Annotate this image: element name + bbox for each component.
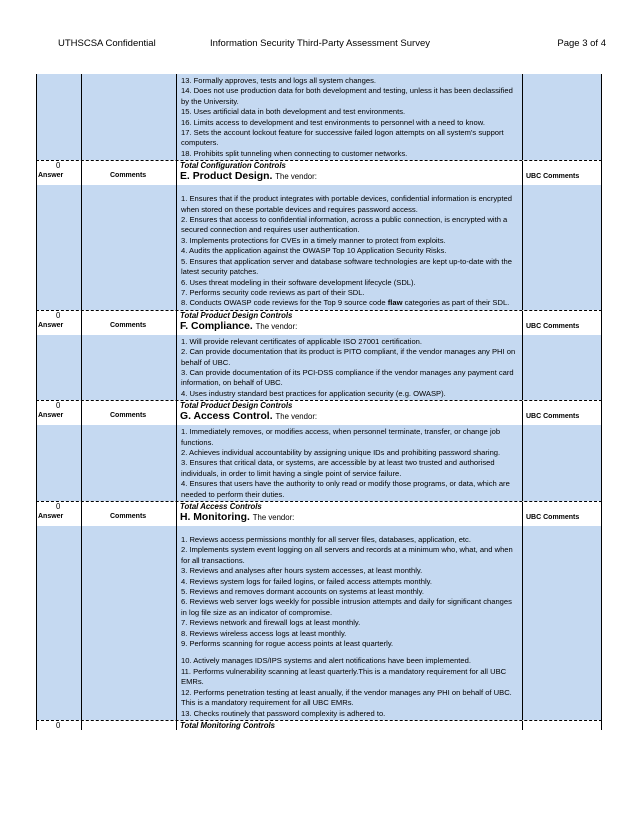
requirement-text: 4. Audits the application against the OWASP Top 10 Application Security Risks. xyxy=(181,246,447,256)
section-total-row xyxy=(36,720,602,730)
section-score: 0 xyxy=(36,721,82,730)
requirements-list xyxy=(177,335,523,400)
answer-column-label: Answer xyxy=(36,410,82,425)
section-score: 0 xyxy=(36,401,82,410)
requirement-text: 3. Ensures that critical data, or systems, are accessible by at least two trusted and authorised individuals, in order to limit having a single point of service failure. xyxy=(181,458,495,478)
requirement-item xyxy=(181,427,519,448)
requirement-item xyxy=(181,458,519,479)
requirement-text: 4. Ensures that users have the authority to only read or modify those programs, or data, which are needed to perform their duties. xyxy=(181,479,510,499)
comments-input[interactable] xyxy=(82,425,177,501)
ubc-comments-input[interactable] xyxy=(523,425,602,501)
requirement-text: 3. Implements protections for CVEs in a timely manner to protect from exploits. xyxy=(181,235,446,245)
section-title xyxy=(177,511,523,526)
comments-input[interactable] xyxy=(82,526,177,720)
requirement-item xyxy=(181,389,519,399)
requirement-text: 14. Does not use production data for both development and testing, unless it has been declassified by the University. xyxy=(181,86,513,106)
answer-input[interactable] xyxy=(36,335,82,400)
requirement-text: 5. Ensures that application server and database software technologies are kept up-to-date with the latest security patches. xyxy=(181,256,512,277)
section-header-row xyxy=(36,170,602,185)
requirement-text: 5. Reviews and removes dormant accounts on systems at least monthly. xyxy=(181,587,424,597)
page-number: Page 3 of 4 xyxy=(557,38,606,49)
requirement-item xyxy=(181,597,519,618)
requirement-item xyxy=(181,639,519,649)
answer-input[interactable] xyxy=(36,185,82,309)
requirement-text: 12. Performs penetration testing at least anually, if the vendor manages any PHI on behalf of UBC. This is a mandatory requirement for all UBC EMRs. xyxy=(181,687,512,708)
requirement-item xyxy=(181,76,519,86)
section-score: 0 xyxy=(36,161,82,170)
answer-input[interactable] xyxy=(36,425,82,501)
requirement-text: 1. Immediately removes, or modifies access, when personnel terminate, transfer, or change job functions. xyxy=(181,427,501,447)
requirement-item xyxy=(181,688,519,709)
answer-input[interactable] xyxy=(36,74,82,160)
ubc-comments-label: UBC Comments xyxy=(523,511,602,526)
comments-column-label: Comments xyxy=(82,320,177,335)
requirement-text: 4. Uses industry standard best practices for application security (e.g. OWASP). xyxy=(181,388,446,398)
section-title-text: H. Monitoring. xyxy=(180,512,250,523)
confidential-label: UTHSCSA Confidential xyxy=(58,38,156,49)
comments-input[interactable] xyxy=(82,335,177,400)
section-subtitle: The vendor: xyxy=(255,321,298,331)
section-total-row xyxy=(36,501,602,511)
ubc-comments-label: UBC Comments xyxy=(523,320,602,335)
requirement-text: 1. Ensures that if the product integrates with portable devices, confidential information is encrypted when stored on these portable devices and requires password access. xyxy=(181,194,512,214)
requirement-text: 9. Performs scanning for rogue access points at least quarterly. xyxy=(181,639,394,649)
requirement-text: 3. Can provide documentation of its PCI-DSS compliance if the vendor manages any payment card information, on behalf of UBC. xyxy=(181,367,514,388)
requirement-item xyxy=(181,566,519,576)
ubc-comments-input[interactable] xyxy=(523,185,602,309)
requirement-text: 15. Uses artificial data in both development and test environments. xyxy=(181,107,406,117)
requirement-item xyxy=(181,246,519,256)
requirement-item xyxy=(181,479,519,500)
requirements-list xyxy=(177,526,523,720)
requirement-text-end: categories as part of their SDL. xyxy=(402,298,510,308)
section-title-text: G. Access Control. xyxy=(180,411,273,423)
requirements-list xyxy=(177,74,523,160)
section-header-row xyxy=(36,320,602,335)
section-title xyxy=(177,410,523,425)
section-items-row xyxy=(36,185,602,309)
section-score: 0 xyxy=(36,502,82,511)
answer-input[interactable] xyxy=(36,526,82,720)
requirement-item xyxy=(181,86,519,107)
requirement-item xyxy=(181,709,519,719)
requirement-text: 2. Ensures that access to confidential information, across a public connection, is encrypted with a secured connection and requires user authentication. xyxy=(181,215,508,235)
requirement-item xyxy=(181,545,519,566)
total-spacer xyxy=(82,401,177,410)
ubc-comments-label: UBC Comments xyxy=(523,170,602,185)
section-header-row xyxy=(36,511,602,526)
section-total-label: Total Configuration Controls xyxy=(177,161,523,170)
total-spacer-right xyxy=(523,401,602,410)
answer-column-label: Answer xyxy=(36,511,82,526)
comments-input[interactable] xyxy=(82,185,177,309)
section-title xyxy=(177,170,523,185)
requirement-text: 3. Reviews and analyses after hours system accesses, at least monthly. xyxy=(181,566,423,576)
total-spacer xyxy=(82,721,177,730)
requirement-text: 4. Reviews system logs for failed logins, or failed access attempts monthly. xyxy=(181,576,432,586)
section-total-label: Total Monitoring Controls xyxy=(177,721,523,730)
section-items-row xyxy=(36,335,602,400)
section-title-text: E. Product Design. xyxy=(180,171,273,183)
requirement-item xyxy=(181,535,519,545)
section-items-row xyxy=(36,74,602,160)
requirement-text: 2. Achieves individual accountability by assigning unique IDs and prohibiting password sharing. xyxy=(181,447,501,457)
ubc-comments-input[interactable] xyxy=(523,335,602,400)
answer-column-label: Answer xyxy=(36,320,82,335)
requirement-text: 7. Reviews network and firewall logs at least monthly. xyxy=(181,618,361,628)
requirement-text: 10. Actively manages IDS/IPS systems and alert notifications have been implemented. xyxy=(181,656,471,666)
section-items-row xyxy=(36,526,602,720)
requirement-item xyxy=(181,288,519,298)
requirement-item xyxy=(181,337,519,347)
requirement-text: 2. Can provide documentation that its product is PITO compliant, if the vendor manages any PHI on behalf of UBC. xyxy=(181,347,516,367)
section-score: 0 xyxy=(36,311,82,320)
requirement-item xyxy=(181,448,519,458)
comments-column-label: Comments xyxy=(82,170,177,185)
page-header xyxy=(58,38,606,52)
ubc-comments-input[interactable] xyxy=(523,74,602,160)
requirements-list xyxy=(177,425,523,501)
ubc-comments-input[interactable] xyxy=(523,526,602,720)
total-spacer xyxy=(82,311,177,320)
requirement-item xyxy=(181,128,519,149)
requirement-item xyxy=(181,215,519,236)
requirement-item xyxy=(181,194,519,215)
requirement-text: 18. Prohibits split tunneling when connecting to customer networks. xyxy=(181,148,408,158)
total-spacer-right xyxy=(523,311,602,320)
comments-input[interactable] xyxy=(82,74,177,160)
document-title: Information Security Third-Party Assessment Survey xyxy=(210,38,430,49)
section-total-label: Total Access Controls xyxy=(177,502,523,511)
requirement-item xyxy=(181,629,519,639)
comments-column-label: Comments xyxy=(82,511,177,526)
requirement-item xyxy=(181,656,519,666)
requirement-text: 17. Sets the account lockout feature for successive failed logon attempts on all system's support computers. xyxy=(181,128,504,148)
requirement-item xyxy=(181,618,519,628)
requirement-text: 6. Reviews web server logs weekly for possible intrusion attempts and daily for significant changes in log file size as an indicator of compromise. xyxy=(181,597,512,617)
total-spacer-right xyxy=(523,161,602,170)
section-header-row xyxy=(36,410,602,425)
requirement-item xyxy=(181,278,519,288)
requirement-text: 1. Will provide relevant certificates of applicable ISO 27001 certification. xyxy=(181,336,423,346)
section-title xyxy=(177,320,523,335)
requirement-text: 8. Reviews wireless access logs at least monthly. xyxy=(181,628,347,638)
requirement-item xyxy=(181,587,519,597)
total-spacer xyxy=(82,161,177,170)
requirement-item xyxy=(181,368,519,389)
requirement-text: 2. Implements system event logging on all servers and records at a minimum who, what, and when for all transactions. xyxy=(181,545,513,565)
requirement-text: 13. Formally approves, tests and logs all system changes. xyxy=(181,76,376,85)
requirement-text: 1. Reviews access permissions monthly for all server files, databases, application, etc. xyxy=(181,535,471,544)
section-title-text: F. Compliance. xyxy=(180,320,253,332)
section-items-row xyxy=(36,425,602,501)
requirement-item xyxy=(181,118,519,128)
requirement-text: 7. Performs security code reviews as part of their SDL. xyxy=(181,287,365,297)
requirement-emphasis: flaw xyxy=(387,298,403,308)
total-spacer-right xyxy=(523,502,602,511)
section-subtitle: The vendor: xyxy=(275,172,317,182)
requirement-text: 6. Uses threat modeling in their software development lifecycle (SDL). xyxy=(181,277,416,287)
section-total-row xyxy=(36,400,602,410)
requirement-item xyxy=(181,149,519,159)
requirement-item xyxy=(181,298,519,308)
survey-table xyxy=(36,74,602,730)
answer-column-label: Answer xyxy=(36,170,82,185)
requirement-text: 16. Limits access to development and test environments to personnel with a need to know. xyxy=(181,117,485,127)
section-subtitle: The vendor: xyxy=(275,412,318,422)
section-total-label: Total Product Design Controls xyxy=(177,311,523,320)
section-total-row xyxy=(36,160,602,170)
requirement-item xyxy=(181,257,519,278)
requirement-item xyxy=(181,236,519,246)
requirement-item xyxy=(181,667,519,688)
section-total-label: Total Product Design Controls xyxy=(177,401,523,410)
total-spacer xyxy=(82,502,177,511)
section-subtitle: The vendor: xyxy=(252,513,295,522)
requirement-text: 13. Checks routinely that password complexity is adhered to. xyxy=(181,708,386,718)
total-spacer-right xyxy=(523,721,602,730)
requirement-item xyxy=(181,107,519,117)
requirement-item xyxy=(181,577,519,587)
ubc-comments-label: UBC Comments xyxy=(523,410,602,425)
requirement-text: 11. Performs vulnerability scanning at least quarterly.This is a mandatory requirement for all UBC EMRs. xyxy=(181,666,507,687)
section-total-row xyxy=(36,310,602,320)
requirement-item xyxy=(181,347,519,368)
requirement-text: 8. Conducts OWASP code reviews for the Top 9 source code xyxy=(181,298,386,308)
comments-column-label: Comments xyxy=(82,410,177,425)
requirements-list xyxy=(177,185,523,309)
